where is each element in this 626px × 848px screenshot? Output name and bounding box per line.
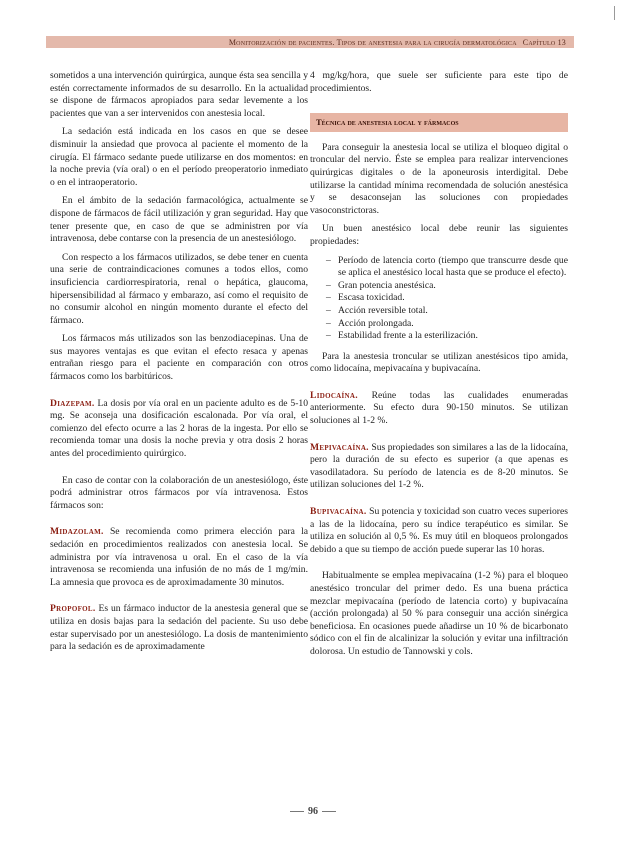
running-header	[46, 36, 574, 48]
drug-entry-lidocaina	[310, 390, 568, 428]
paragraph: Con respecto a los fármacos utilizados, se debe tener en cuenta una serie de contraindicaciones comunes a todos ellos, como insuficiencia cardiorrespiratoria, renal o hepática, glaucoma, hipersensibilidad al fármaco y embarazo, así como el requisito de no consumir alcohol en ningún momento durante el efecto del fármaco.	[50, 251, 308, 326]
drug-entry-mepivacaina	[310, 442, 568, 492]
paragraph: Un buen anestésico local debe reunir las siguientes propiedades:	[310, 223, 568, 247]
drug-name: Mepivacaína.	[310, 441, 369, 453]
left-column	[50, 70, 308, 660]
paragraph: Los fármacos más utilizados son las benzodiacepinas. Una de sus mayores ventajas es que evitan el efecto resaca y apenas entrañan riesgo para el paciente en comparación con otros fármacos como los barbitúricos.	[50, 333, 308, 383]
properties-list	[310, 255, 568, 343]
drug-description: Reúne todas las cualidades enumeradas anteriormente. Su efecto dura 90-150 minutos. Se utilizan soluciones al 1-2 %.	[310, 389, 569, 427]
drug-name: Midazolam.	[50, 526, 104, 538]
paragraph: Habitualmente se emplea mepivacaína (1-2 %) para el bloqueo anestésico troncular del primer dedo. Es una buena práctica mezclar mepivacaína (período de latencia corto) y bupivacaína (acción prolongada) al 50 % para conseguir una acción sinérgica beneficiosa. En ocasiones puede añadirse un 10 % de bicarbonato sódico con el fin de alcalinizar la solución y evitar una infiltración dolorosa. Un estudio de Tannowski y cols.	[310, 570, 568, 657]
drug-name: Bupivacaína.	[310, 506, 367, 518]
page-number: 96	[0, 806, 626, 817]
drug-name: Diazepam.	[50, 397, 95, 409]
drug-name: Lidocaína.	[310, 389, 358, 401]
list-item: – Gran potencia anestésica.	[338, 280, 568, 293]
drug-entry-propofol	[50, 603, 308, 653]
drug-description: Su potencia y toxicidad son cuatro veces superiores a las de la lidocaína, pero su índice terapéutico es similar. Se utiliza en solución al 0,5 %. Es muy útil en bloqueos prolongados debido a que su tiempo de acción puede superar las 10 horas.	[310, 506, 568, 555]
drug-name: Propofol.	[50, 603, 96, 615]
list-item: – Período de latencia corto (tiempo que transcurre desde que se aplica el anestésico local hasta que se produce el efecto).	[338, 255, 568, 280]
drug-description: Es un fármaco inductor de la anestesia general que se utiliza en dosis bajas para la sedación del paciente. Su uso debe estar supervisado por un anestesiólogo. La dosis de mantenimiento para la sedación es de aproximadamente	[50, 603, 308, 653]
drug-entry-diazepam	[50, 398, 308, 461]
paragraph: Para conseguir la anestesia local se utiliza el bloqueo digital o troncular del nervio. Éste se emplea para realizar intervenciones quirúrgicas digitales o de la aponeurosis interdigital. Debe utilizarse la cantidad mínima recomendada de solución anestésica y se desaconsejan las soluciones con propiedades vasoconstrictoras.	[310, 141, 568, 216]
list-item: – Estabilidad frente a la esterilización.	[338, 330, 568, 343]
paragraph: sometidos a una intervención quirúrgica, aunque ésta sea sencilla y estén correctamente informados de su desarrollo. En la actualidad se dispone de fármacos apropiados para sedar levemente a los pacientes que van a ser intervenidos con anestesia local.	[50, 70, 308, 119]
paragraph: La sedación está indicada en los casos en que se desee disminuir la ansiedad que provoca al paciente el momento de la cirugía. El fármaco sedante puede utilizarse en dos momentos: en la noche previa (vía oral) o en el período preoperatorio inmediato o en el intraoperatorio.	[50, 126, 308, 188]
paragraph: Para la anestesia troncular se utilizan anestésicos tipo amida, como lidocaína, mepivacaína y bupivacaína.	[310, 350, 568, 375]
list-item: – Escasa toxicidad.	[338, 292, 568, 305]
paragraph: 4 mg/kg/hora, que suele ser suficiente para este tipo de procedimientos.	[310, 70, 568, 94]
header-title: Monitorización de pacientes. Tipos de anestesia para la cirugía dermatológica	[228, 37, 517, 47]
drug-entry-bupivacaina	[310, 506, 568, 556]
drug-entry-midazolam	[50, 526, 308, 589]
section-heading: Técnica de anestesia local y fármacos	[310, 113, 568, 132]
right-column	[310, 70, 568, 665]
header-chapter: Capítulo 13	[522, 37, 566, 47]
paragraph: En caso de contar con la colaboración de un anestesiólogo, éste podrá administrar otros fármacos por vía intravenosa. Estos fármacos son:	[50, 474, 308, 511]
drug-description: Se recomienda como primera elección para la sedación en procedimientos realizados con anestesia local. Se administra por vía intravenosa u oral. En el caso de la vía intravenosa se recomienda una infusión de no más de 1 mg/min. La amnesia que provoca es de aproximadamente 30 minutos.	[50, 526, 308, 588]
paragraph: En el ámbito de la sedación farmacológica, actualmente se dispone de fármacos de fácil utilización y gran seguridad. Hay que tener presente que, en caso de que se administren por vía intravenosa, debe contarse con la presencia de un anestesiólogo.	[50, 195, 308, 245]
drug-description: Sus propiedades son similares a las de la lidocaína, pero la duración de su efecto es superior (a que apenas es vasodilatadora. Su período de latencia es de 8-20 minutos. Se utilizan soluciones del 1-2 %.	[310, 441, 568, 491]
list-item: – Acción reversible total.	[338, 305, 568, 318]
list-item: – Acción prolongada.	[338, 318, 568, 331]
crop-mark	[614, 6, 615, 20]
drug-description: La dosis por vía oral en un paciente adulto es de 5-10 mg. Se aconseja una dosificación escalonada. Por vía oral, el comienzo del efecto ocurre a las 2 horas de la ingesta. Por ello se recomienda tomar una dosis la noche previa y otra dosis 2 horas antes del procedimiento quirúrgico.	[50, 397, 308, 460]
